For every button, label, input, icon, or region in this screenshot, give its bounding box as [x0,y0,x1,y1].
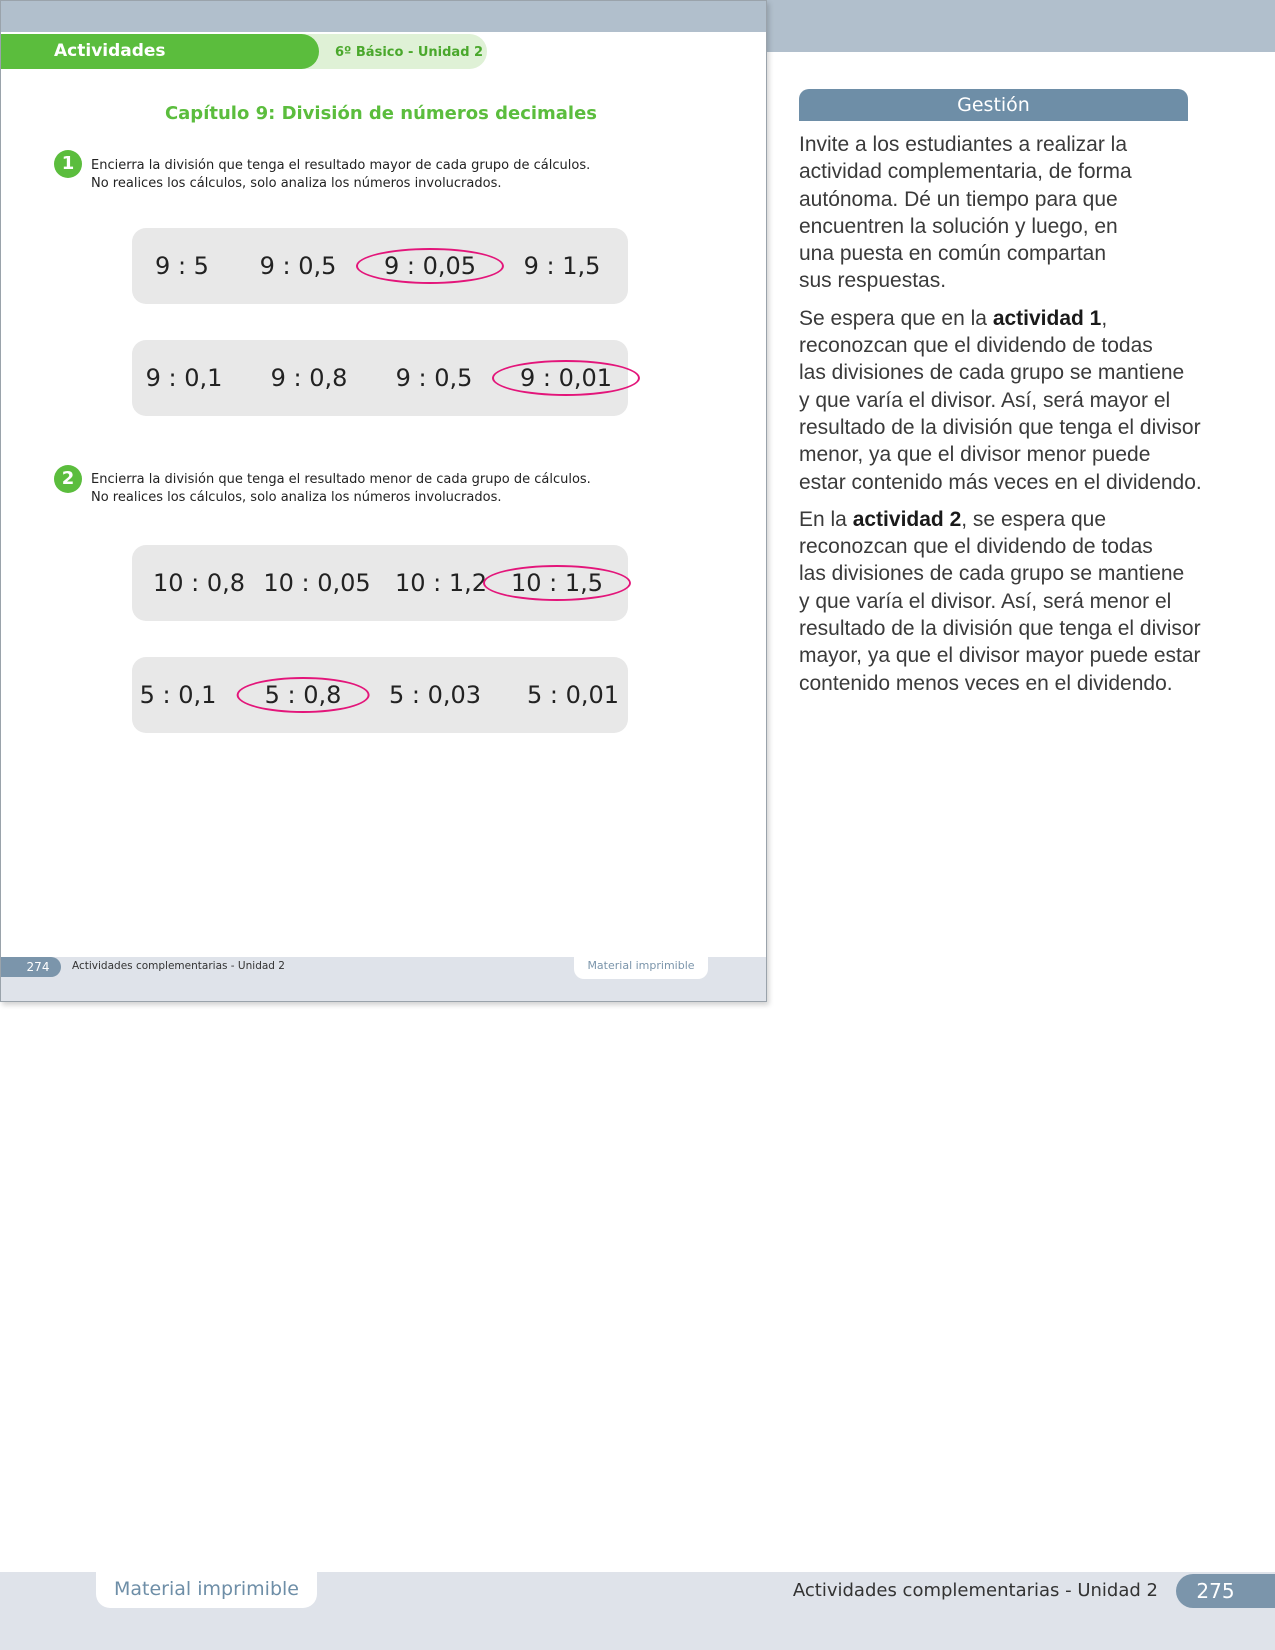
guide-line: y que varía el divisor. Así, será menor el [799,589,1172,613]
calc-item[interactable]: 9 : 0,05 [384,228,476,304]
guide-text [799,131,1202,707]
calc-item[interactable]: 10 : 1,5 [511,545,603,621]
guide-line: sus respuestas. [799,269,947,293]
guide-text-run: En la [799,507,853,531]
calc-item[interactable]: 9 : 0,1 [145,364,223,392]
worksheet-top-band [1,1,767,32]
guide-line: las divisiones de cada grupo se mantiene [799,361,1185,385]
guide-paragraph-1 [799,131,1199,295]
calc-item[interactable]: 10 : 0,05 [263,569,371,597]
worksheet-page [0,0,767,1002]
calc-item[interactable]: 5 : 0,01 [526,681,620,709]
guide-line: resultado de la división que tenga el divisor [799,415,1201,439]
guide-paragraph-3 [799,506,1199,697]
calc-item[interactable]: 5 : 0,8 [265,657,342,733]
guide-line [799,305,1199,332]
calc-item[interactable]: 10 : 1,2 [394,569,488,597]
guide-line: Invite a los estudiantes a realizar la [799,133,1128,156]
instruction-line: Encierra la división que tenga el resultado mayor de cada grupo de cálculos. [91,158,591,173]
calc-item[interactable]: 10 : 0,8 [152,569,246,597]
calc-group [132,340,628,416]
guide-line: menor, ya que el divisor menor puede [799,443,1151,467]
calc-item[interactable]: 9 : 1,5 [523,252,601,280]
activity-1-instruction [91,157,590,193]
guide-text-run: Se espera que en la [799,306,993,330]
guide-line: reconozcan que el dividendo de todas [799,334,1153,358]
guide-line: autónoma. Dé un tiempo para que [799,187,1118,211]
section-label: Actividades complementarias [1,34,319,69]
guide-text-run: , se espera que [961,507,1107,531]
guide-line: estar contenido más veces en el dividendo. [799,470,1202,494]
calc-group [132,545,628,621]
footer-text: Actividades complementarias - Unidad 2 [792,1580,1158,1601]
activity-1-ref: actividad 1 [992,306,1102,330]
guide-line: las divisiones de cada grupo se mantiene [799,562,1185,586]
chapter-title: Capítulo 9: División de números decimales [164,103,598,124]
instruction-line: No realices los cálculos, solo analiza los números involucrados. [91,490,502,505]
calc-item[interactable]: 9 : 0,8 [270,364,348,392]
guide-line: actividad complementaria, de forma [799,160,1132,184]
worksheet-page-number: 274 [1,957,61,977]
activity-2-instruction [91,471,591,507]
guide-line: encuentren la solución y luego, en [799,214,1118,238]
gestion-header: Gestión [799,89,1188,121]
guide-line: resultado de la división que tenga el divisor [799,617,1201,641]
guide-line: y que varía el divisor. Así, será mayor el [799,388,1171,412]
calc-group [132,228,628,304]
calc-item[interactable]: 5 : 0,1 [139,681,217,709]
calc-item[interactable]: 9 : 0,5 [259,252,337,280]
calc-group [132,657,628,733]
guide-line [799,506,1199,533]
worksheet-material-label: Material imprimible [574,953,708,979]
guide-line: una puesta en común compartan [799,242,1107,266]
instruction-line: Encierra la división que tenga el resultado menor de cada grupo de cálculos. [91,472,591,487]
material-label: Material imprimible [96,1572,317,1608]
activity-1-number: 1 [54,150,82,178]
calc-item[interactable]: 9 : 0,5 [395,364,473,392]
guide-line: mayor, ya que el divisor mayor puede estar [799,644,1201,668]
calc-item[interactable]: 9 : 0,01 [520,340,612,416]
calc-item[interactable]: 9 : 5 [155,252,209,280]
activity-2-number: 2 [54,465,82,493]
page-number: 275 [1176,1574,1275,1608]
course-label: 6º Básico - Unidad 2 [291,34,487,69]
guide-line: reconozcan que el dividendo de todas [799,535,1153,559]
instruction-line: No realices los cálculos, solo analiza los números involucrados. [91,176,502,191]
worksheet-footer-text: Actividades complementarias - Unidad 2 [72,960,285,972]
guide-text-run: , [1101,306,1108,330]
calc-item[interactable]: 5 : 0,03 [388,681,482,709]
activity-2-ref: actividad 2 [852,507,962,531]
guide-paragraph-2 [799,305,1202,496]
guide-line: contenido menos veces en el dividendo. [799,671,1173,695]
